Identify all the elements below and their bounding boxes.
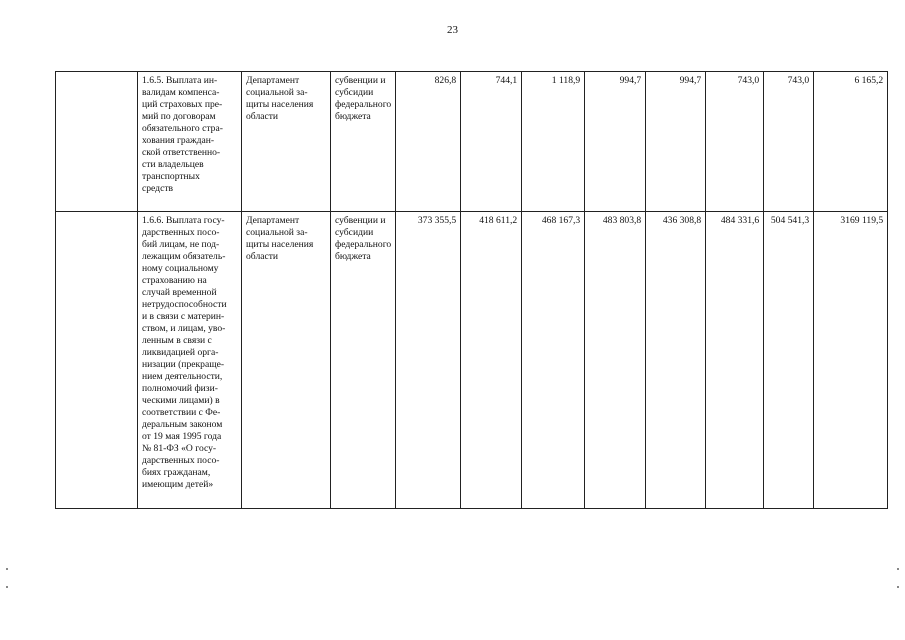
table-row — [56, 72, 888, 212]
program-table — [55, 71, 888, 509]
executor-cell: Департамент социальной за- щиты населения области — [242, 72, 331, 212]
table-row — [56, 212, 888, 509]
funding-source-cell: субвенции и субсидии федерального бюджета — [331, 72, 396, 212]
action-cell: 1.6.5. Выплата ин- валидам компенса- ций страховых пре- мий по договорам обязательного стра- хования граждан- ской ответственно- сти владельцев транспортных средств — [138, 72, 242, 212]
value-cell: 743,0 — [764, 72, 814, 212]
scan-speck — [897, 586, 899, 588]
value-cell: 504 541,3 — [764, 212, 814, 509]
empty-cell — [56, 72, 138, 212]
value-cell: 418 611,2 — [461, 212, 522, 509]
value-cell: 744,1 — [461, 72, 522, 212]
value-cell: 743,0 — [706, 72, 764, 212]
action-cell: 1.6.6. Выплата госу- дарственных посо- бий лицам, не под- лежащим обязатель- ному социальному страхованию на случай временной нетрудоспособности и в связи с материн- ством, и лицам, уво- ленным в связи с ликвидацией орга- низации (прекраще- нием деятельности, полномочий физи- ческими лицами) в соответствии с Фе- деральным законом от 19 мая 1995 года № 81-ФЗ «О госу- дарственных посо- биях гражданам, имеющим детей» — [138, 212, 242, 509]
value-cell: 468 167,3 — [522, 212, 585, 509]
executor-cell: Департамент социальной за- щиты населения области — [242, 212, 331, 509]
value-cell: 373 355,5 — [396, 212, 461, 509]
value-cell: 436 308,8 — [646, 212, 706, 509]
scan-speck — [6, 586, 8, 588]
page-number: 23 — [447, 24, 458, 36]
value-cell: 483 803,8 — [585, 212, 646, 509]
total-cell: 6 165,2 — [814, 72, 888, 212]
funding-source-cell: субвенции и субсидии федерального бюджета — [331, 212, 396, 509]
scan-speck — [6, 568, 8, 570]
empty-cell — [56, 212, 138, 509]
value-cell: 1 118,9 — [522, 72, 585, 212]
total-cell: 3169 119,5 — [814, 212, 888, 509]
value-cell: 994,7 — [585, 72, 646, 212]
value-cell: 826,8 — [396, 72, 461, 212]
scan-speck — [897, 568, 899, 570]
value-cell: 994,7 — [646, 72, 706, 212]
value-cell: 484 331,6 — [706, 212, 764, 509]
